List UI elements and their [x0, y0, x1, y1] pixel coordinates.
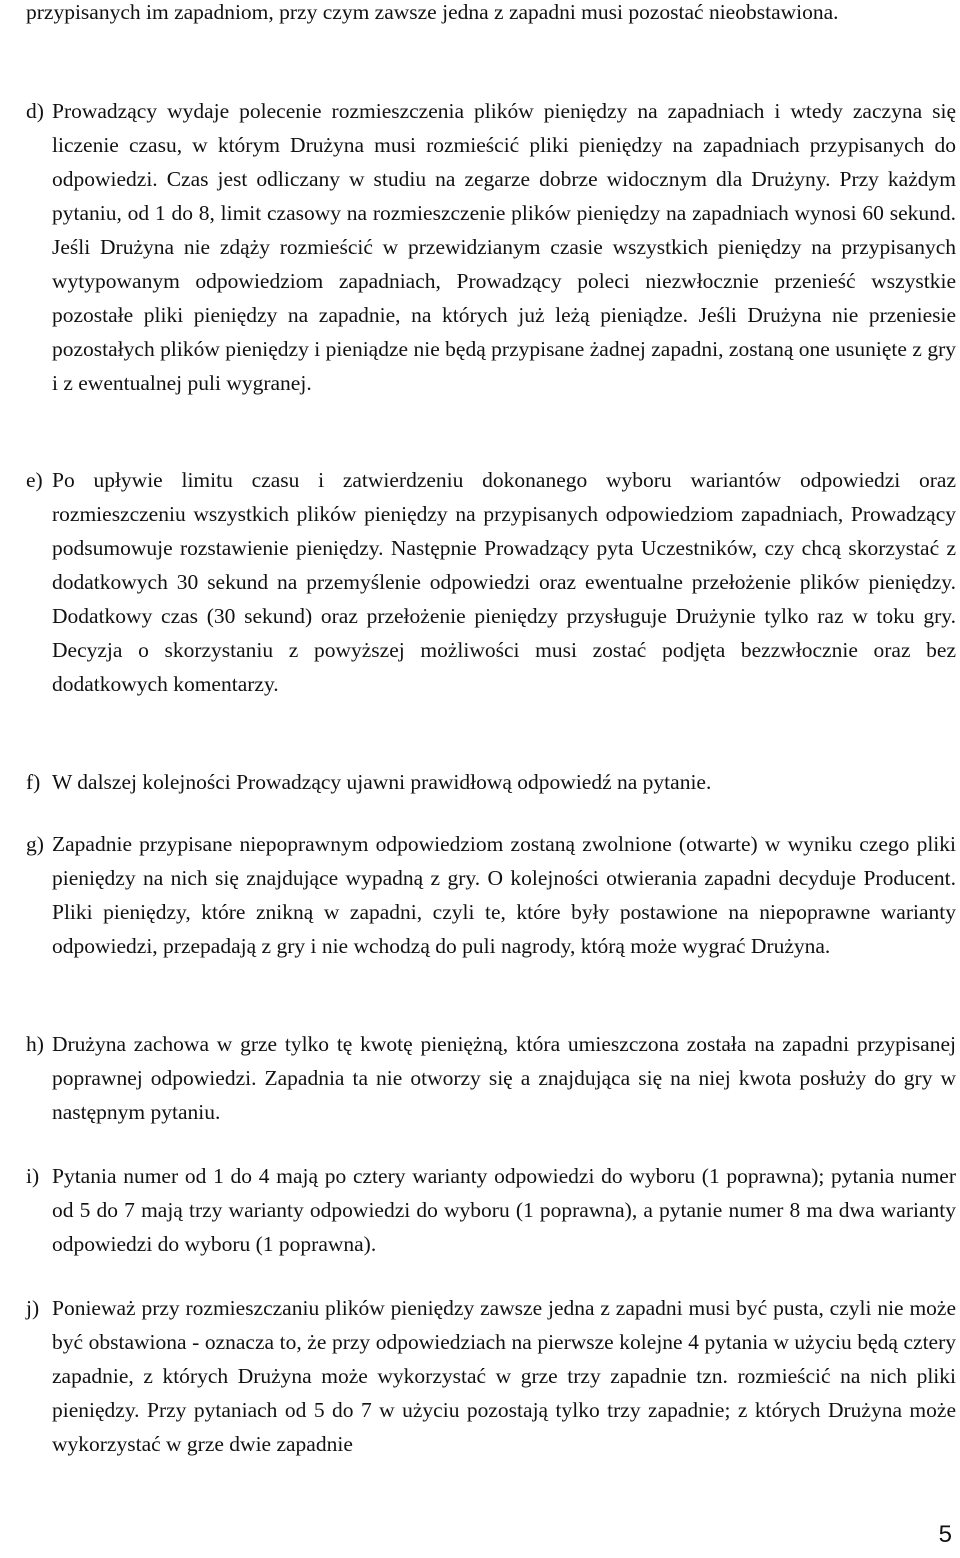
list-item-i [26, 1159, 956, 1261]
page-number: 5 [938, 1521, 952, 1548]
list-marker: e) [26, 468, 43, 492]
list-marker: f) [26, 770, 41, 794]
list-marker: g) [26, 832, 44, 856]
list-item-g [26, 827, 956, 963]
list-marker: j) [26, 1296, 40, 1320]
list-item-e [26, 463, 956, 701]
list-item-text: Po upływie limitu czasu i zatwierdzeniu dokonanego wyboru wariantów odpowiedzi oraz rozmieszczeniu wszystkich plików pieniędzy na przypisanych odpowiedziom zapadniach, Prowadzący podsumowuje rozstawienie pieniędzy. Następnie Prowadzący pyta Uczestników, czy chcą skorzystać z dodatkowych 30 sekund na przemyślenie odpowiedzi oraz ewentualne przełożenie plików pieniędzy. Dodatkowy czas (30 sekund) oraz przełożenie pieniędzy przysługuje Drużynie tylko raz w toku gry. Decyzja o skorzystaniu z powyższej możliwości musi zostać podjęta bezzwłocznie oraz bez dodatkowych komentarzy. [52, 468, 956, 696]
list-item-text: Pytania numer od 1 do 4 mają po cztery warianty odpowiedzi do wyboru (1 poprawna); pytania numer od 5 do 7 mają trzy warianty odpowiedzi do wyboru (1 poprawna), a pytanie numer 8 ma dwa warianty odpowiedzi do wyboru (1 poprawna). [52, 1164, 956, 1256]
list-item-text: Ponieważ przy rozmieszczaniu plików pieniędzy zawsze jedna z zapadni musi być pusta, czyli nie może być obstawiona - oznacza to, że przy odpowiedziach na pierwsze kolejne 4 pytania w użyciu będą cztery zapadnie, z których Drużyna może wykorzystać w grze trzy zapadnie tzn. rozmieścić na nich pliki pieniędzy. Przy pytaniach od 5 do 7 w użyciu pozostają tylko trzy zapadnie; z których Drużyna może wykorzystać w grze dwie zapadnie [52, 1296, 956, 1456]
list-item-text: Drużyna zachowa w grze tylko tę kwotę pieniężną, która umieszczona została na zapadni przypisanej poprawnej odpowiedzi. Zapadnia ta nie otworzy się a znajdująca się na niej kwota posłuży do gry w następnym pytaniu. [52, 1032, 956, 1124]
list-marker: d) [26, 99, 44, 123]
list-item-f [26, 765, 956, 799]
intro-paragraph: przypisanych im zapadniom, przy czym zawsze jedna z zapadni musi pozostać nieobstawiona. [26, 0, 839, 24]
list-item-d [26, 94, 956, 400]
list-marker: i) [26, 1164, 40, 1188]
list-item-h [26, 1027, 956, 1129]
list-item-text: W dalszej kolejności Prowadzący ujawni prawidłową odpowiedź na pytanie. [52, 770, 712, 794]
list-item-j [26, 1291, 956, 1461]
list-item-text: Zapadnie przypisane niepoprawnym odpowiedziom zostaną zwolnione (otwarte) w wyniku czego pliki pieniędzy na nich się znajdujące wypadną z gry. O kolejności otwierania zapadni decyduje Producent. Pliki pieniędzy, które znikną w zapadni, czyli te, które były postawione na niepoprawne warianty odpowiedzi, przepadają z gry i nie wchodzą do puli nagrody, którą może wygrać Drużyna. [52, 832, 956, 958]
list-item-text: Prowadzący wydaje polecenie rozmieszczenia plików pieniędzy na zapadniach i wtedy zaczyna się liczenie czasu, w którym Drużyna musi rozmieścić pliki pieniędzy na zapadniach przypisanych do odpowiedzi. Czas jest odliczany w studiu na zegarze dobrze widocznym dla Drużyny. Przy każdym pytaniu, od 1 do 8, limit czasowy na rozmieszczenie plików pieniędzy na zapadniach wynosi 60 sekund. Jeśli Drużyna nie zdąży rozmieścić w przewidzianym czasie wszystkich pieniędzy na przypisanych wytypowanym odpowiedziom zapadniach, Prowadzący poleci niezwłocznie przenieść wszystkie pozostałe pliki pieniędzy na zapadnie, na których już leżą pieniądze. Jeśli Drużyna nie przeniesie pozostałych plików pieniędzy i pieniądze nie będą przypisane żadnej zapadni, zostaną one usunięte z gry i z ewentualnej puli wygranej. [52, 99, 956, 395]
list-marker: h) [26, 1032, 44, 1056]
